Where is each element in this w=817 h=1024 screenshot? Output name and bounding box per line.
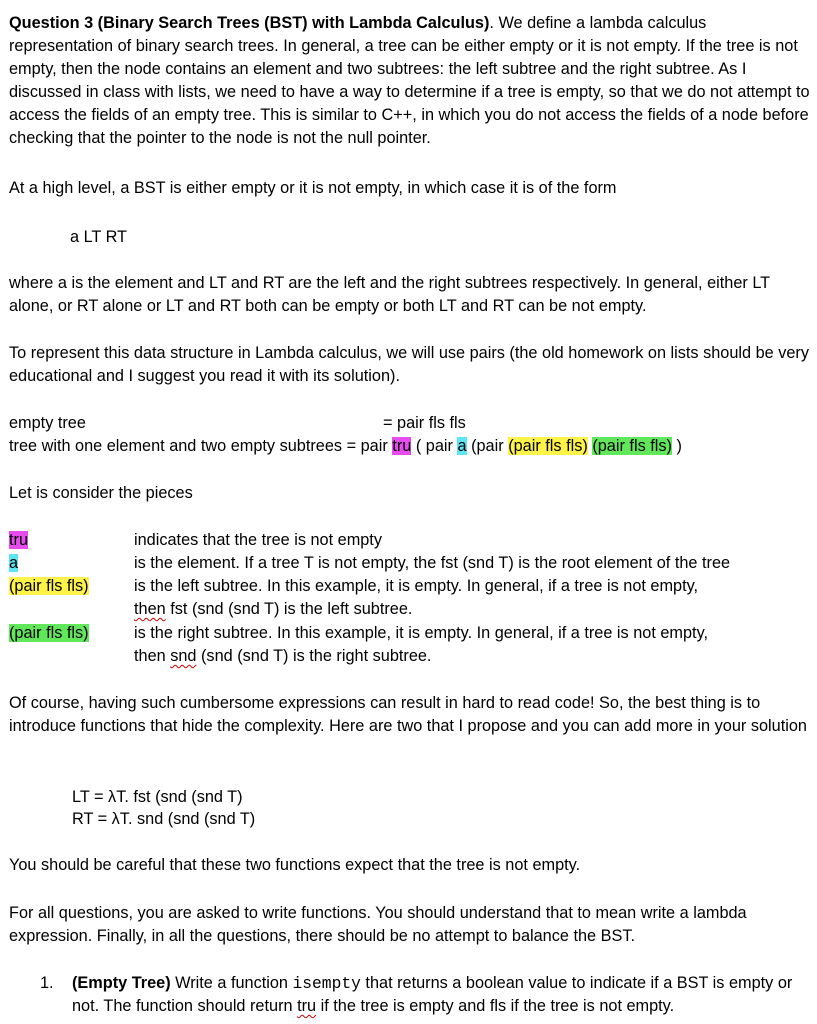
piece-a-label: a <box>9 554 19 572</box>
def-empty-label: empty tree <box>9 414 86 432</box>
tree-form: a LT RT <box>70 228 128 246</box>
piece-a-desc: is the element. If a tree T is not empty, the fst (snd T) is the root element of the tree <box>134 554 731 572</box>
represent-text: To represent this data structure in Lambda calculus, we will use pairs (the old homework on lists should be very educational and I suggest you read it with its solution). <box>9 344 809 385</box>
item1-code: isempty <box>292 974 361 993</box>
def-one-line <box>9 435 682 458</box>
token-open: ( pair <box>415 437 453 455</box>
piece-right-label: (pair fls fls) <box>9 624 89 642</box>
forall-text: For all questions, you are asked to write functions. You should understand that to mean write a lambda expression. Finally, in all the questions, there should be no attempt to balance the BST. <box>9 904 747 945</box>
token-right-subtree: (pair fls fls) <box>592 437 672 455</box>
question-title: Question 3 (Binary Search Trees (BST) with Lambda Calculus) <box>9 14 490 32</box>
piece-left-label: (pair fls fls) <box>9 577 89 595</box>
item1-number: 1. <box>40 974 54 992</box>
piece-right-desc-2: then snd (snd (snd T) is the right subtree. <box>134 647 432 665</box>
where-text: where a is the element and LT and RT are the left and the right subtrees respectively. In general, either LT alone, or RT alone or LT and RT both can be empty or both LT and RT can be not empty. <box>9 274 770 315</box>
token-left-subtree: (pair fls fls) <box>508 437 588 455</box>
piece-tru-label: tru <box>9 531 29 549</box>
high-level-text: At a high level, a BST is either empty or it is not empty, in which case it is of the form <box>9 179 617 197</box>
token-close: ) <box>676 437 682 455</box>
piece-left-desc-1: is the left subtree. In this example, it is empty. In general, if a tree is not empty, <box>134 577 699 595</box>
consider-text: Let is consider the pieces <box>9 484 193 502</box>
token-tru: tru <box>392 437 412 455</box>
piece-left-desc-2: then fst (snd (snd T) is the left subtree. <box>134 600 413 618</box>
careful-text: You should be careful that these two functions expect that the tree is not empty. <box>9 856 581 874</box>
item1-title: (Empty Tree) <box>72 974 171 992</box>
piece-tru-desc: indicates that the tree is not empty <box>134 531 382 549</box>
ofcourse-text: Of course, having such cumbersome expressions can result in hard to read code! So, the best thing is to introduce functions that hide the complexity. Here are two that I propose and you can add more in your solution <box>9 694 807 735</box>
question-intro <box>9 12 813 150</box>
item1-text: (Empty Tree) Write a function isempty that returns a boolean value to indicate if a BST is empty or not. The function should return tru if the tree is empty and fls if the tree is not empty. <box>72 974 793 1015</box>
def-one-label: tree with one element and two empty subtrees <box>9 437 343 455</box>
def-empty-value: = pair fls fls <box>383 414 466 432</box>
function-rt: RT = λT. snd (snd (snd T) <box>72 810 256 828</box>
intro-text: . We define a lambda calculus representation of binary search trees. In general, a tree can be either empty or it is not empty. If the tree is not empty, then the node contains an element and two subtrees: the left subtree and the right subtree. As I discussed in class with lists, we need to have a way to determine if a tree is empty, so that we do not attempt to access the fields of an empty tree. This is similar to C++, in which you do not access the fields of a node before checking that the pointer to the node is not the null pointer. <box>9 14 810 147</box>
piece-right-desc-1: is the right subtree. In this example, it is empty. In general, if a tree is not empty, <box>134 624 709 642</box>
function-lt: LT = λT. fst (snd (snd T) <box>72 788 243 806</box>
token-a: a <box>457 437 467 455</box>
def-one-eq: = pair <box>346 437 388 455</box>
token-pair-open: (pair <box>471 437 504 455</box>
